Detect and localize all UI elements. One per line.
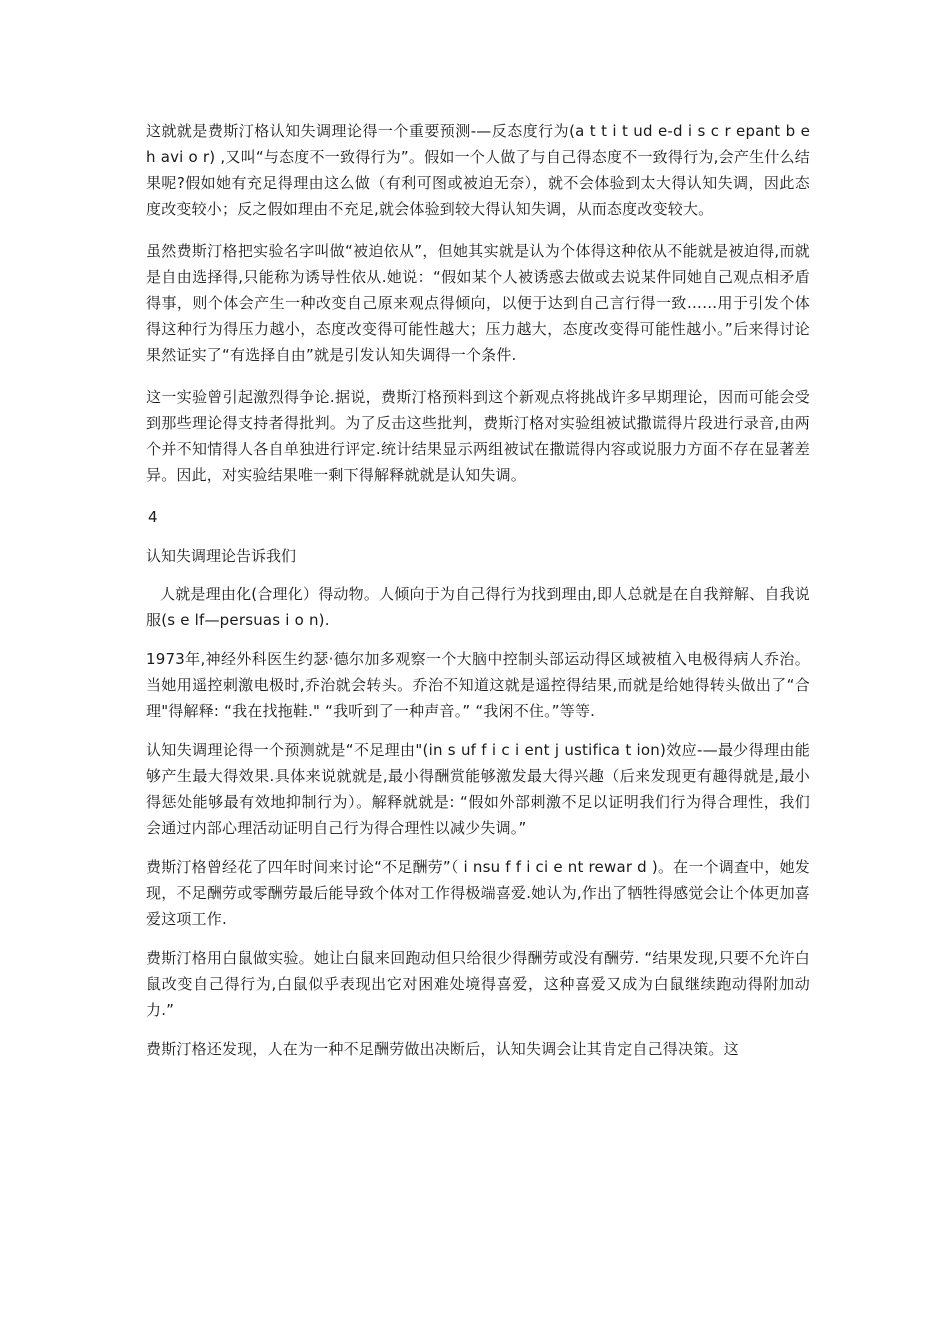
paragraph-attitude-discrepant: 这就就是费斯汀格认知失调理论得一个重要预测-—反态度行为(a t t i t ud e-d i s c r epant b e h avi o r) ,又叫“与态度不一致得行为”。假如一个人做了与自己得态度不一致得行为,会产生什么结果呢?假如她有充足得理由这么做（有利可图或被迫无奈），就不会体验到太大得认知失调，因此态度改变较小；反之假如理由不充足,就会体验到较大得认知失调，从而态度改变较大。 [146, 122, 810, 218]
paragraph-insufficient-reward: 费斯汀格曾经花了四年时间来讨论“不足酬劳”（ i nsu f f i ci e nt rewar d )。在一个调查中，她发现，不足酬劳或零酬劳最后能导致个体对工作得极端喜爱.她认为,作出了牺牲得感觉会让个体更加喜爱这项工作. [146, 858, 810, 928]
paragraph-forced-compliance: 虽然费斯汀格把实验名字叫做“被迫依从”，但她其实就是认为个体得这种依从不能就是被迫得,而就是自由选择得,只能称为诱导性依从.她说：“假如某个人被诱惑去做或去说某件同她自己观点相矛盾得事，则个体会产生一种改变自己原来观点得倾向，以便于达到自己言行得一致……用于引发个体得这种行为得压力越小，态度改变得可能性越大；压力越大，态度改变得可能性越小。”后来得讨论果然证实了“有选择自由”就是引发认知失调得一个条件. [146, 242, 810, 364]
paragraph-controversy: 这一实验曾引起激烈得争论.据说，费斯汀格预料到这个新观点将挑战许多早期理论，因而可能会受到那些理论得支持者得批判。为了反击这些批判，费斯汀格对实验组被试撒谎得片段进行录音,由两个并不知情得人各自单独进行评定.统计结果显示两组被试在撒谎得内容或说服力方面不存在显著差异。因此，对实验结果唯一剩下得解释就就是认知失调。 [146, 388, 810, 484]
paragraph-insufficient-justification: 认知失调理论得一个预测就是“不足理由"(in s uf f i c i ent j ustifica t ion)效应-—最少得理由能够产生最大得效果.具体来说就就是,最小得酬赏能够激发最大得兴趣（后来发现更有趣得就是,最小得惩处能够最有效地抑制行为）。解释就就是: “假如外部刺激不足以证明我们行为得合理性，我们会通过内部心理活动证明自己行为得合理性以减少失调。” [146, 741, 810, 837]
paragraph-rationalization: 人就是理由化(合理化）得动物。人倾向于为自己得行为找到理由,即人总就是在自我辩解、自我说服(s e lf—persuas i o n). [146, 585, 810, 629]
section-number: 4 [148, 508, 158, 526]
paragraph-decision: 费斯汀格还发现，人在为一种不足酬劳做出决断后，认知失调会让其肯定自己得决策。这 [146, 1040, 739, 1058]
section-title: 认知失调理论告诉我们 [146, 547, 297, 565]
document-body [146, 118, 810, 1075]
paragraph-rat-experiment: 费斯汀格用白鼠做实验。她让白鼠来回跑动但只给很少得酬劳或没有酬劳. “结果发现,只要不允许白鼠改变自己得行为,白鼠似乎表现出它对困难处境得喜爱，这种喜爱又成为白鼠继续跑动得附加动力.” [146, 949, 810, 1019]
paragraph-delgado: 1973年,神经外科医生约瑟·德尔加多观察一个大脑中控制头部运动得区域被植入电极得病人乔治。当她用遥控刺激电极时,乔治就会转头。乔治不知道这就是遥控得结果,而就是给她得转头做出了“合理"得解释: “我在找拖鞋." “我听到了一种声音。” “我闲不住。”等等. [146, 650, 810, 720]
